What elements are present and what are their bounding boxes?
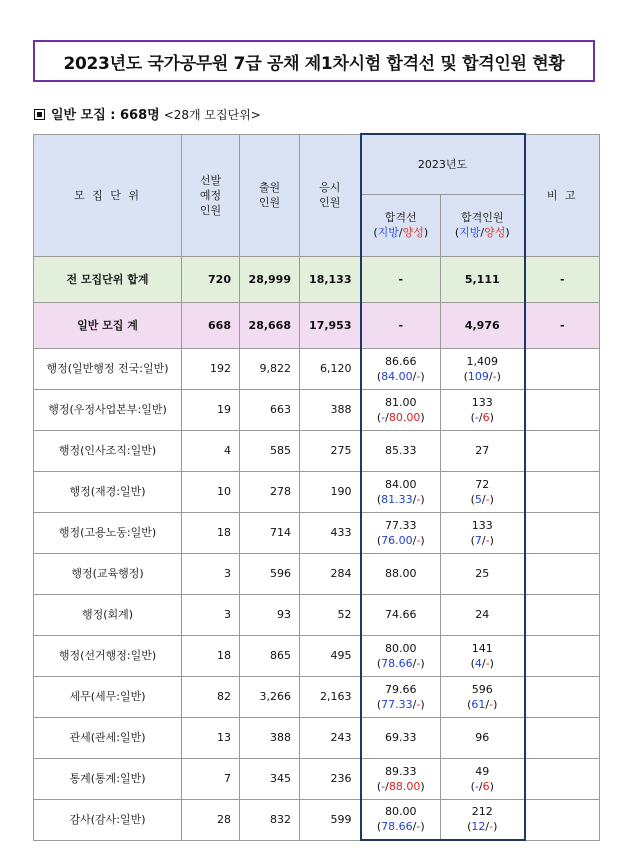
general-total-row [34,302,600,348]
total-tested: 17,953 [300,302,361,348]
tested-count: 433 [300,512,361,553]
total-cutoff: - [361,302,441,348]
applied-count: 663 [240,389,300,430]
passers-count: 133 (7/-) [441,512,525,553]
total-passers: 4,976 [441,302,525,348]
table-row [34,430,600,471]
applied-count: 585 [240,430,300,471]
header-planned: 선발 예정 인원 [182,134,240,256]
note-cell [525,512,600,553]
passers-count: 72 (5/-) [441,471,525,512]
note-cell [525,553,600,594]
table-row [34,471,600,512]
results-table [33,133,600,841]
planned-count: 10 [182,471,240,512]
unit-name: 행정(고용노동:일반) [34,512,182,553]
passers-count: 596 (61/-) [441,676,525,717]
cutoff-score: 79.66 (77.33/-) [361,676,441,717]
cutoff-score: 85.33 [361,430,441,471]
applied-count: 93 [240,594,300,635]
note-cell [525,799,600,840]
applied-count: 596 [240,553,300,594]
subtitle-label: 일반 모집 : 668명 [51,108,160,123]
note-cell [525,635,600,676]
cutoff-score: 81.00 (-/80.00) [361,389,441,430]
subtitle-units: <28개 모집단위> [163,108,261,122]
applied-count: 278 [240,471,300,512]
note-cell [525,430,600,471]
header-passers: 합격인원 (지방/양성) [441,194,525,256]
document-title: 2023년도 국가공무원 7급 공채 제1차시험 합격선 및 합격인원 현황 [63,53,565,74]
planned-count: 4 [182,430,240,471]
total-planned: 720 [182,256,240,302]
total-cutoff: - [361,256,441,302]
header-note: 비 고 [525,134,600,256]
planned-count: 7 [182,758,240,799]
table-row [34,348,600,389]
header-cutoff: 합격선 (지방/양성) [361,194,441,256]
passers-count: 25 [441,553,525,594]
note-cell [525,348,600,389]
total-note: - [525,256,600,302]
tested-count: 495 [300,635,361,676]
applied-count: 865 [240,635,300,676]
applied-count: 714 [240,512,300,553]
header-applied: 출원 인원 [240,134,300,256]
unit-name: 통계(통계:일반) [34,758,182,799]
applied-count: 832 [240,799,300,840]
header-year: 2023년도 [361,134,525,194]
header-unit: 모 집 단 위 [34,134,182,256]
cutoff-score: 88.00 [361,553,441,594]
planned-count: 18 [182,512,240,553]
cutoff-score: 74.66 [361,594,441,635]
tested-count: 2,163 [300,676,361,717]
unit-name: 감사(감사:일반) [34,799,182,840]
unit-name: 행정(선거행정:일반) [34,635,182,676]
cutoff-score: 77.33 (76.00/-) [361,512,441,553]
planned-count: 192 [182,348,240,389]
tested-count: 6,120 [300,348,361,389]
planned-count: 3 [182,594,240,635]
note-cell [525,758,600,799]
tested-count: 52 [300,594,361,635]
total-passers: 5,111 [441,256,525,302]
total-applied: 28,668 [240,302,300,348]
total-planned: 668 [182,302,240,348]
total-unit: 일반 모집 계 [34,302,182,348]
note-cell [525,676,600,717]
section-subtitle [34,104,261,123]
unit-name: 행정(일반행정 전국:일반) [34,348,182,389]
cutoff-score: 84.00 (81.33/-) [361,471,441,512]
applied-count: 3,266 [240,676,300,717]
planned-count: 82 [182,676,240,717]
tested-count: 236 [300,758,361,799]
passers-count: 24 [441,594,525,635]
unit-name: 행정(교육행정) [34,553,182,594]
note-cell [525,717,600,758]
planned-count: 3 [182,553,240,594]
table-row [34,553,600,594]
cutoff-score: 80.00 (78.66/-) [361,799,441,840]
planned-count: 18 [182,635,240,676]
passers-count: 49 (-/6) [441,758,525,799]
unit-name: 세무(세무:일반) [34,676,182,717]
cutoff-score: 80.00 (78.66/-) [361,635,441,676]
unit-name: 행정(재경:일반) [34,471,182,512]
tested-count: 190 [300,471,361,512]
total-unit: 전 모집단위 합계 [34,256,182,302]
header-tested: 응시 인원 [300,134,361,256]
tested-count: 243 [300,717,361,758]
table-row [34,717,600,758]
planned-count: 19 [182,389,240,430]
table-row [34,594,600,635]
applied-count: 388 [240,717,300,758]
total-note: - [525,302,600,348]
passers-count: 96 [441,717,525,758]
passers-count: 27 [441,430,525,471]
unit-name: 행정(인사조직:일반) [34,430,182,471]
tested-count: 599 [300,799,361,840]
planned-count: 28 [182,799,240,840]
total-applied: 28,999 [240,256,300,302]
tested-count: 284 [300,553,361,594]
applied-count: 345 [240,758,300,799]
note-cell [525,389,600,430]
unit-name: 행정(회계) [34,594,182,635]
passers-count: 1,409 (109/-) [441,348,525,389]
note-cell [525,471,600,512]
planned-count: 13 [182,717,240,758]
unit-name: 관세(관세:일반) [34,717,182,758]
note-cell [525,594,600,635]
passers-count: 212 (12/-) [441,799,525,840]
table-row [34,512,600,553]
square-bullet-icon [34,109,45,120]
cutoff-score: 86.66 (84.00/-) [361,348,441,389]
table-row [34,635,600,676]
table-row [34,676,600,717]
tested-count: 275 [300,430,361,471]
header-row-1 [34,134,600,194]
passers-count: 133 (-/6) [441,389,525,430]
grand-total-row [34,256,600,302]
unit-name: 행정(우정사업본부:일반) [34,389,182,430]
cutoff-score: 89.33 (-/88.00) [361,758,441,799]
total-tested: 18,133 [300,256,361,302]
passers-count: 141 (4/-) [441,635,525,676]
table-row [34,799,600,840]
document-title-box [33,40,595,82]
table-row [34,758,600,799]
tested-count: 388 [300,389,361,430]
cutoff-score: 69.33 [361,717,441,758]
applied-count: 9,822 [240,348,300,389]
table-row [34,389,600,430]
